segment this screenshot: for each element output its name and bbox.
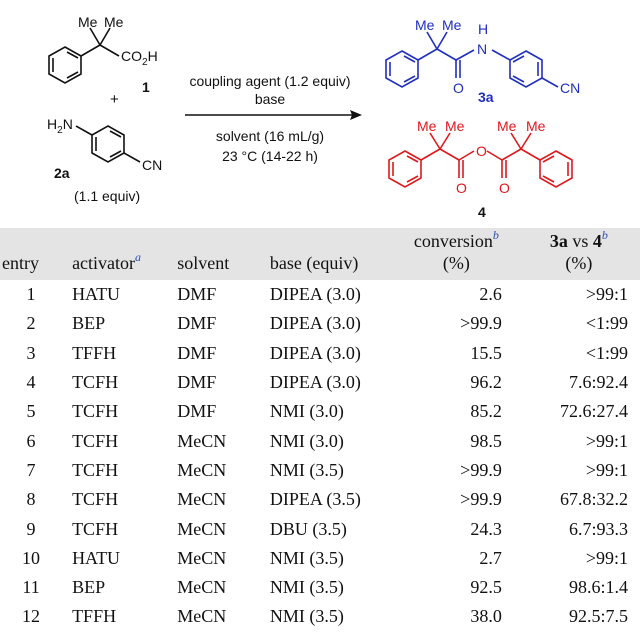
cell-ratio: 72.6:27.4: [559, 401, 628, 422]
table-row: [0, 544, 640, 573]
table-row: [0, 397, 640, 426]
cell-base: NMI (3.5): [269, 547, 344, 568]
table-row: [0, 514, 640, 543]
cell-entry: 5: [26, 401, 36, 422]
compound-1-carboxyl: $CO_2H$: [121, 48, 158, 68]
header-conversion: conversion$^b$ (%): [413, 228, 499, 273]
cell-entry: 1: [26, 284, 36, 305]
product-4-carbonyl-o-right: O: [499, 180, 510, 196]
compound-1-structure: [49, 28, 119, 83]
cell-activator: BEP: [72, 313, 106, 334]
cell-activator: TCFH: [72, 430, 119, 451]
table-row: [0, 573, 640, 602]
product-3a-me-left: Me: [415, 17, 435, 33]
cell-entry: 11: [22, 577, 40, 598]
cell-solvent: MeCN: [177, 577, 227, 598]
cell-solvent: MeCN: [177, 430, 227, 451]
cell-activator: TCFH: [72, 401, 119, 422]
cell-ratio: <1:99: [585, 342, 628, 363]
compound-1-me-left: Me: [78, 14, 98, 30]
cell-base: DIPEA (3.0): [269, 372, 361, 393]
cell-activator: TFFH: [72, 342, 117, 363]
product-4-bridge-o: O: [476, 143, 487, 159]
cell-ratio: >99:1: [585, 430, 628, 451]
cell-solvent: MeCN: [177, 606, 227, 627]
cell-conversion: 38.0: [470, 606, 502, 627]
cell-solvent: MeCN: [177, 489, 227, 510]
compound-2a-equiv: (1.1 equiv): [74, 188, 141, 204]
plus-sign: +: [110, 91, 119, 108]
cell-conversion: 24.3: [470, 518, 502, 539]
product-4-structure: [389, 133, 572, 187]
product-4-me-2: Me: [445, 118, 465, 134]
compound-2a-structure: [76, 126, 140, 162]
conditions-temperature: 23 °C (14-22 h): [222, 148, 318, 164]
product-4-me-3: Me: [497, 118, 517, 134]
cell-solvent: DMF: [177, 372, 217, 393]
cell-ratio: 67.8:32.2: [559, 489, 628, 510]
cell-conversion: 98.5: [470, 430, 502, 451]
cell-entry: 6: [26, 430, 36, 451]
cell-entry: 9: [26, 518, 36, 539]
table-header: [0, 228, 640, 280]
cell-activator: BEP: [72, 577, 106, 598]
table-row: [0, 368, 640, 397]
cell-conversion: 2.7: [479, 547, 502, 568]
cell-entry: 8: [26, 489, 36, 510]
conditions-reagent: coupling agent (1.2 equiv): [189, 73, 351, 89]
optimization-table-container: [0, 228, 640, 632]
reaction-scheme: [0, 0, 640, 228]
cell-entry: 7: [26, 459, 36, 480]
cell-base: NMI (3.0): [269, 430, 344, 451]
cell-activator: HATU: [72, 284, 121, 305]
cell-ratio: 6.7:93.3: [568, 518, 628, 539]
cell-ratio: 98.6:1.4: [568, 577, 628, 598]
product-4-carbonyl-o-left: O: [456, 180, 467, 196]
footnote-b-ratio: b: [601, 228, 608, 242]
cell-entry: 12: [22, 606, 41, 627]
table-row: [0, 456, 640, 485]
compound-1-number: 1: [142, 79, 150, 95]
cell-ratio: >99:1: [585, 459, 628, 480]
cell-activator: TCFH: [72, 372, 119, 393]
cell-solvent: MeCN: [177, 518, 227, 539]
cell-base: DIPEA (3.0): [269, 284, 361, 305]
cell-entry: 2: [26, 313, 36, 334]
header-entry: entry: [2, 253, 39, 273]
cell-solvent: DMF: [177, 284, 217, 305]
product-3a-structure: [386, 32, 558, 87]
product-3a-carbonyl-o: O: [453, 80, 464, 96]
cell-solvent: MeCN: [177, 547, 227, 568]
cell-base: DIPEA (3.5): [269, 489, 361, 510]
cell-base: DIPEA (3.0): [269, 313, 361, 334]
table-row: [0, 339, 640, 368]
product-4-number: 4: [478, 204, 486, 220]
table-row: [0, 485, 640, 514]
cell-solvent: MeCN: [177, 459, 227, 480]
cell-conversion: >99.9: [460, 313, 502, 334]
cell-ratio: >99:1: [585, 547, 628, 568]
cell-solvent: DMF: [177, 401, 217, 422]
cell-ratio: <1:99: [585, 313, 628, 334]
product-3a-amide-h: H: [478, 21, 489, 37]
cell-conversion: >99.9: [460, 459, 502, 480]
compound-2a-number: 2a: [54, 165, 70, 181]
conditions-base: base: [254, 91, 286, 107]
product-3a-amide-n: N: [477, 41, 488, 57]
cell-activator: TFFH: [72, 606, 117, 627]
cell-entry: 4: [26, 372, 36, 393]
cell-conversion: 92.5: [470, 577, 502, 598]
header-ratio: 3a vs 4$^b$ (%): [549, 228, 608, 273]
conditions-solvent: solvent (16 mL/g): [215, 128, 325, 144]
cell-activator: TCFH: [72, 489, 119, 510]
table-row: [0, 602, 640, 631]
cell-base: NMI (3.5): [269, 577, 344, 598]
cell-ratio: >99:1: [585, 284, 628, 305]
table-row: [0, 309, 640, 338]
product-4-me-4: Me: [526, 118, 546, 134]
cell-entry: 3: [26, 342, 36, 363]
product-4-me-1: Me: [417, 118, 437, 134]
product-3a-number: 3a: [478, 89, 494, 105]
cell-base: NMI (3.5): [269, 606, 344, 627]
cell-conversion: 15.5: [470, 342, 502, 363]
compound-2a-nitrile: CN: [142, 157, 163, 173]
cell-base: DIPEA (3.0): [269, 342, 361, 363]
cell-conversion: >99.9: [460, 489, 502, 510]
footnote-a: a: [135, 250, 142, 264]
cell-ratio: 92.5:7.5: [568, 606, 628, 627]
table-row: [0, 280, 640, 309]
cell-conversion: 2.6: [479, 284, 502, 305]
table-row: [0, 426, 640, 455]
cell-activator: TCFH: [72, 518, 119, 539]
compound-1-me-right: Me: [104, 14, 124, 30]
cell-entry: 10: [22, 547, 41, 568]
optimization-table: [0, 228, 640, 632]
cell-solvent: DMF: [177, 342, 217, 363]
product-3a-me-right: Me: [442, 17, 462, 33]
product-3a-nitrile: CN: [560, 80, 581, 96]
header-activator: activator$^a$: [72, 250, 142, 273]
cell-conversion: 85.2: [470, 401, 502, 422]
cell-solvent: DMF: [177, 313, 217, 334]
cell-conversion: 96.2: [470, 372, 502, 393]
header-base: base (equiv): [269, 253, 359, 273]
cell-base: DBU (3.5): [269, 518, 347, 539]
cell-activator: TCFH: [72, 459, 119, 480]
cell-ratio: 7.6:92.4: [568, 372, 628, 393]
table-header-row: [0, 228, 640, 280]
cell-activator: HATU: [72, 547, 121, 568]
header-solvent: solvent: [177, 253, 230, 273]
footnote-b-conversion: b: [492, 228, 499, 242]
cell-base: NMI (3.0): [269, 401, 344, 422]
compound-2a-amine: $H_2N$: [47, 116, 73, 136]
table-body: [0, 280, 640, 632]
cell-base: NMI (3.5): [269, 459, 344, 480]
